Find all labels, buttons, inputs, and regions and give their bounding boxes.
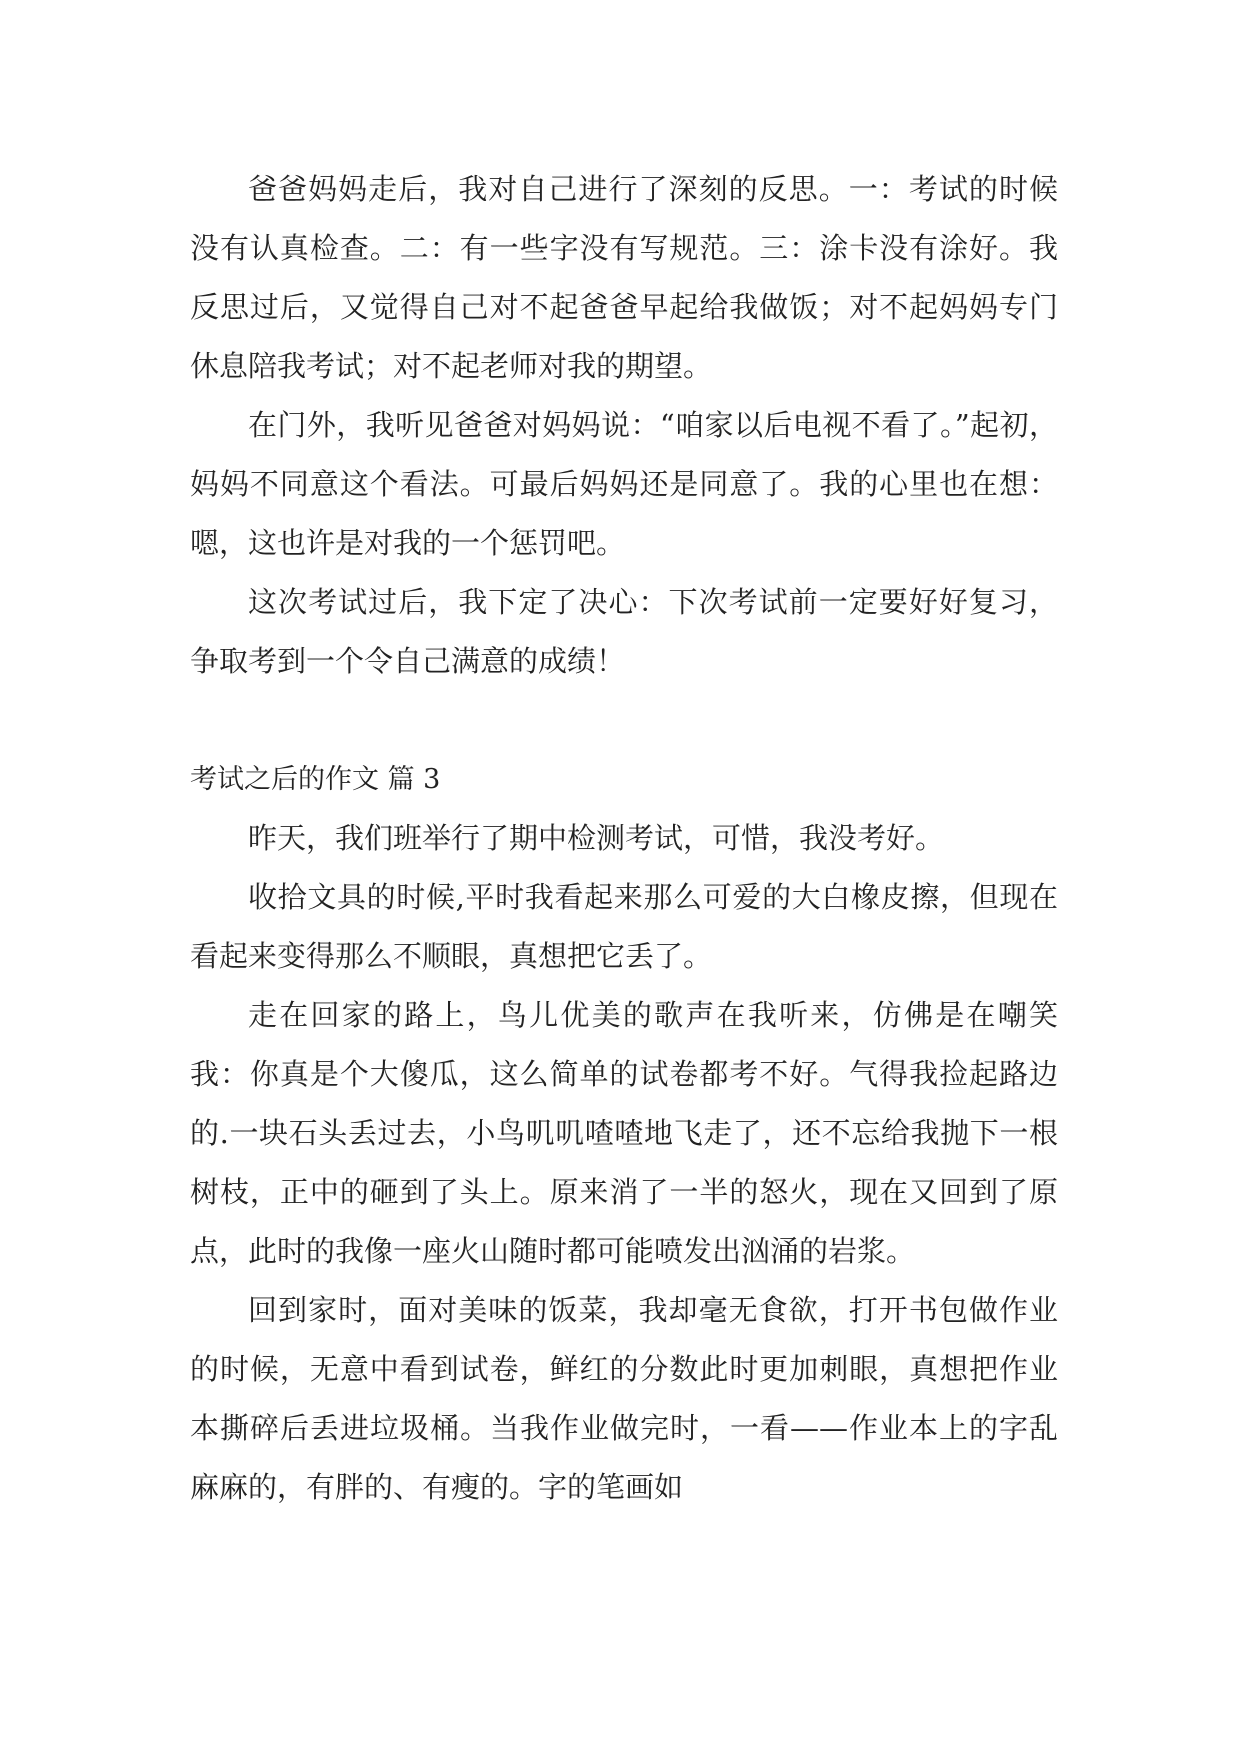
paragraph: 这次考试过后，我下定了决心：下次考试前一定要好好复习，争取考到一个令自己满意的成绩！ [190, 585, 1058, 678]
section-heading: 考试之后的作文 篇 3 [190, 764, 441, 795]
paragraph: 爸爸妈妈走后，我对自己进行了深刻的反思。一：考试的时候没有认真检查。二：有一些字没有写规范。三：涂卡没有涂好。我反思过后，又觉得自己对不起爸爸早起给我做饭；对不起妈妈专门休息陪我考试；对不起老师对我的期望。 [190, 172, 1058, 383]
document-body [190, 160, 1058, 1517]
paragraph: 在门外，我听见爸爸对妈妈说：“咱家以后电视不看了。”起初，妈妈不同意这个看法。可最后妈妈还是同意了。我的心里也在想：嗯，这也许是对我的一个惩罚吧。 [190, 408, 1058, 560]
paragraph: 回到家时，面对美味的饭菜，我却毫无食欲，打开书包做作业的时候，无意中看到试卷，鲜红的分数此时更加刺眼，真想把作业本撕碎后丢进垃圾桶。当我作业做完时，一看——作业本上的字乱麻麻的，有胖的、有瘦的。字的笔画如 [190, 1293, 1058, 1504]
paragraph: 收拾文具的时候,平时我看起来那么可爱的大白橡皮擦，但现在看起来变得那么不顺眼，真想把它丢了。 [190, 880, 1058, 973]
paragraph: 走在回家的路上，鸟儿优美的歌声在我听来，仿佛是在嘲笑我：你真是个大傻瓜，这么简单的试卷都考不好。气得我捡起路边的.一块石头丢过去，小鸟叽叽喳喳地飞走了，还不忘给我抛下一根树枝，正中的砸到了头上。原来消了一半的怒火，现在又回到了原点，此时的我像一座火山随时都可能喷发出汹涌的岩浆。 [190, 998, 1058, 1268]
paragraph: 昨天，我们班举行了期中检测考试，可惜，我没考好。 [248, 821, 945, 855]
